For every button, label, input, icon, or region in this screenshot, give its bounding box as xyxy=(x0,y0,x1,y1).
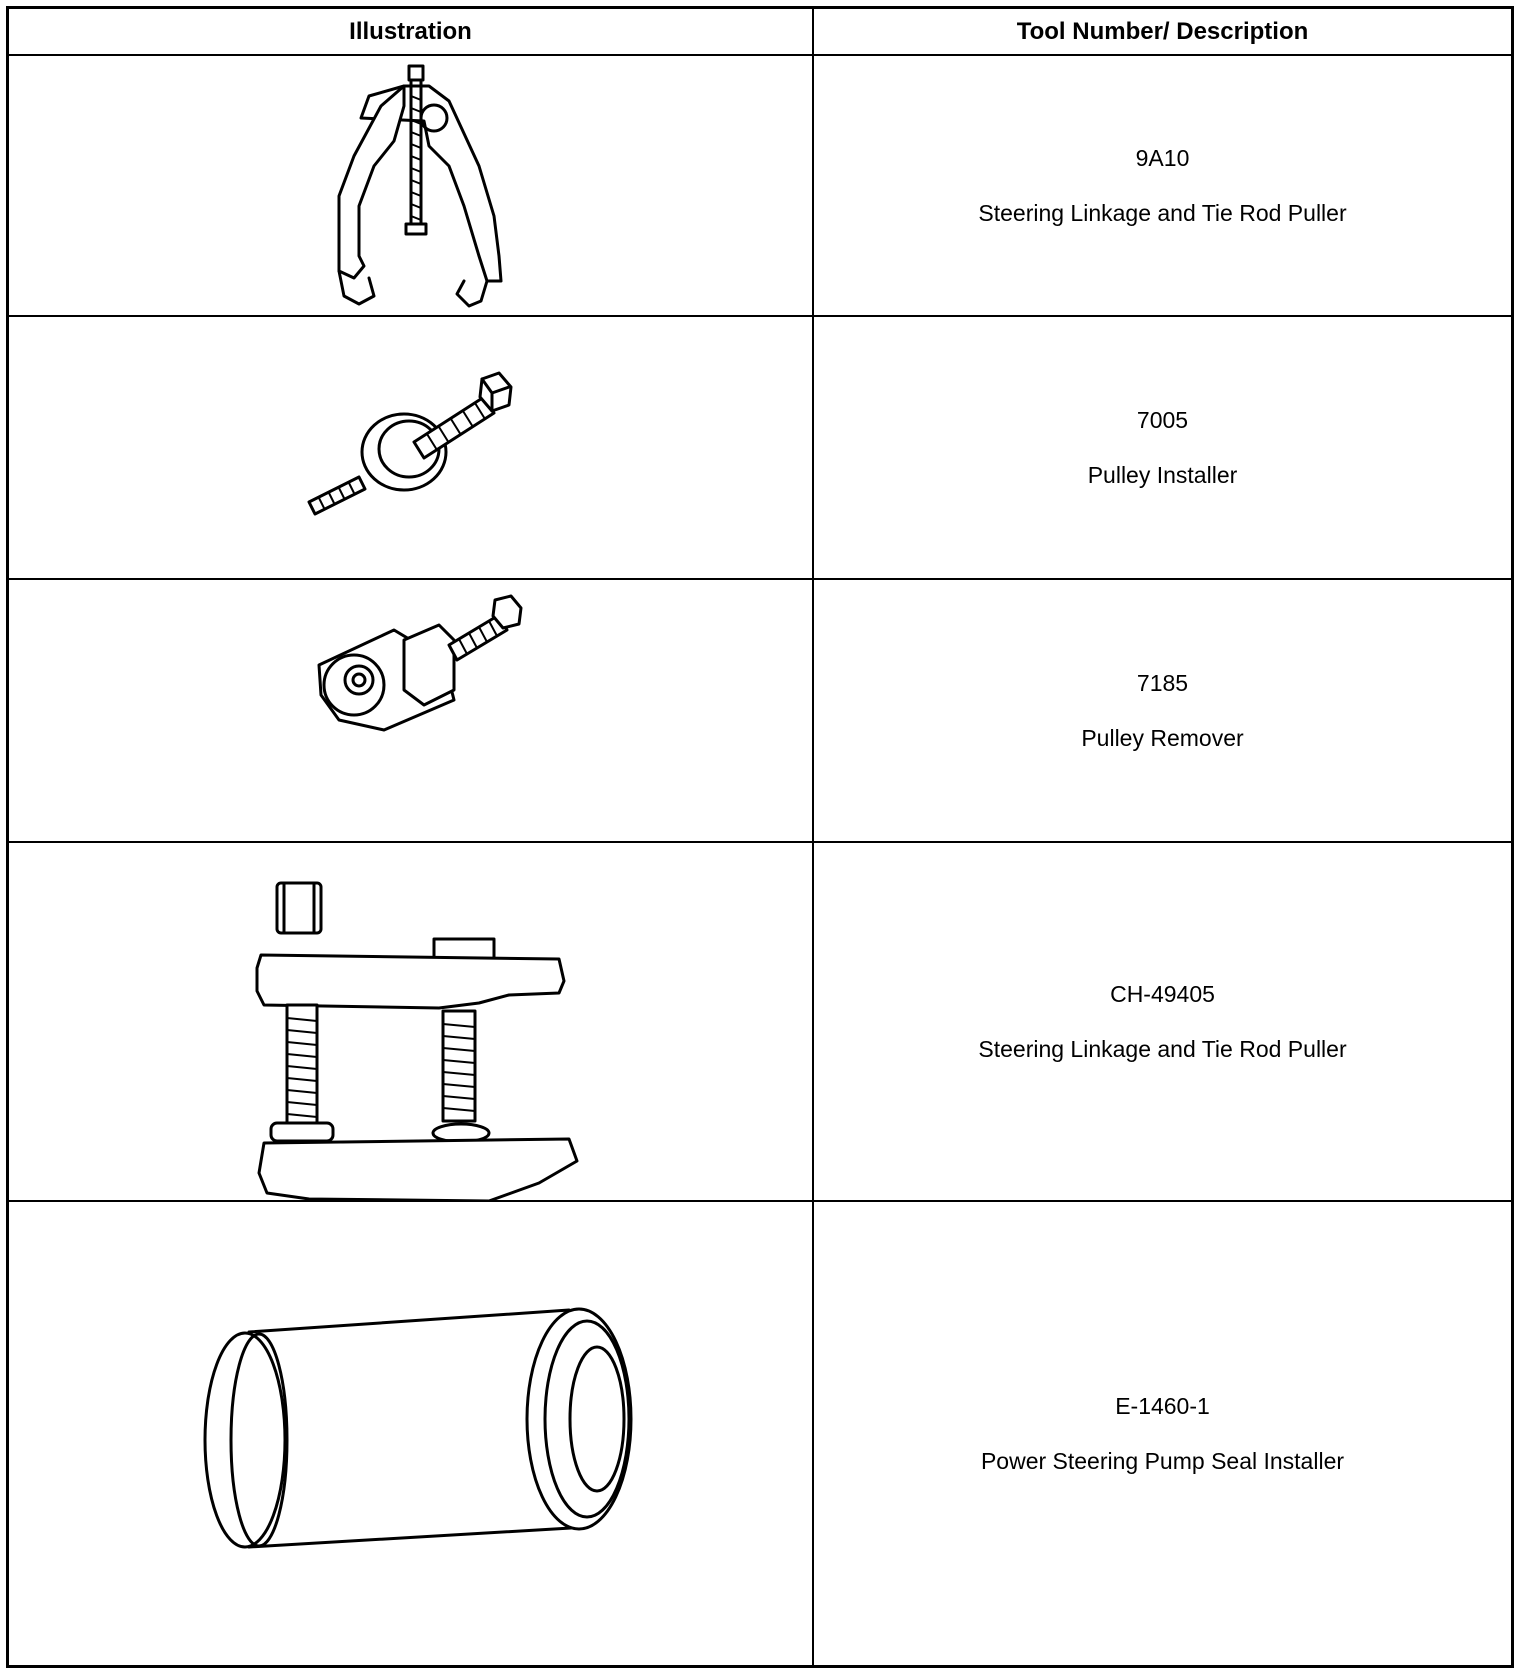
tool-description: Pulley Remover xyxy=(1081,724,1244,751)
header-tool-description: Tool Number/ Description xyxy=(1016,17,1309,45)
tool-description: Steering Linkage and Tie Rod Puller xyxy=(978,1035,1347,1062)
illustration-cell xyxy=(9,317,812,578)
description-cell xyxy=(814,843,1511,1200)
header-illustration: Illustration xyxy=(349,17,472,45)
two-jaw-puller-icon xyxy=(9,56,812,315)
illustration-cell xyxy=(9,1202,812,1665)
tool-number: 7185 xyxy=(1136,669,1189,696)
tool-table xyxy=(6,6,1514,1668)
tool-description: Power Steering Pump Seal Installer xyxy=(980,1447,1345,1474)
illustration-cell xyxy=(9,56,812,315)
description-cell xyxy=(814,1202,1511,1665)
description-cell xyxy=(814,56,1511,315)
seal-installer-icon xyxy=(9,1202,812,1665)
illustration-cell xyxy=(9,843,812,1200)
description-cell xyxy=(814,317,1511,578)
tool-number: E-1460-1 xyxy=(1115,1392,1210,1419)
tool-number: 7005 xyxy=(1136,406,1189,433)
ball-joint-puller-icon xyxy=(9,843,812,1200)
tool-description: Pulley Installer xyxy=(1087,461,1238,488)
pulley-installer-icon xyxy=(9,317,812,578)
pulley-remover-icon xyxy=(9,580,812,841)
tool-description: Steering Linkage and Tie Rod Puller xyxy=(978,199,1347,226)
description-cell xyxy=(814,580,1511,841)
tool-number: 9A10 xyxy=(1135,144,1190,171)
tool-number: CH-49405 xyxy=(1110,980,1215,1007)
illustration-cell xyxy=(9,580,812,841)
